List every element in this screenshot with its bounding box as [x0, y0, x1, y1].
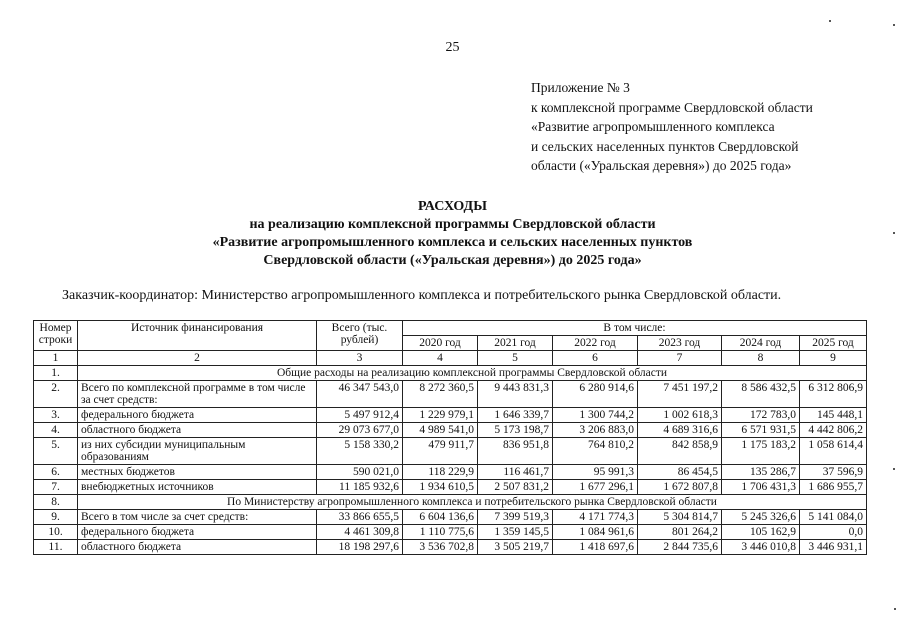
value-cell: 4 689 316,6 — [638, 423, 722, 438]
value-cell: 33 866 655,5 — [317, 510, 403, 525]
value-cell: 7 399 519,3 — [478, 510, 553, 525]
source-label: федерального бюджета — [78, 408, 317, 423]
appendix-note — [531, 78, 813, 176]
source-label: федерального бюджета — [78, 525, 317, 540]
table-row — [34, 525, 867, 540]
value-cell: 7 451 197,2 — [638, 381, 722, 408]
value-cell: 3 446 931,1 — [800, 540, 867, 555]
value-cell: 1 672 807,8 — [638, 480, 722, 495]
column-number: 9 — [800, 351, 867, 366]
value-cell: 118 229,9 — [403, 465, 478, 480]
source-label: Всего по комплексной программе в том числе за счет средств: — [78, 381, 317, 408]
value-cell: 1 706 431,3 — [722, 480, 800, 495]
section-title: Общие расходы на реализацию комплексной программы Свердловской области — [78, 366, 867, 381]
header-year: 2022 год — [553, 336, 638, 351]
table-row — [34, 438, 867, 465]
expenses-table — [33, 320, 867, 555]
appendix-line: и сельских населенных пунктов Свердловской — [531, 138, 799, 154]
customer-coordinator: Заказчик-координатор: Министерство агропромышленного комплекса и потребительского рынка Свердловской области. — [62, 288, 782, 303]
value-cell: 2 507 831,2 — [478, 480, 553, 495]
value-cell: 6 604 136,6 — [403, 510, 478, 525]
header-year: 2024 год — [722, 336, 800, 351]
source-label: местных бюджетов — [78, 465, 317, 480]
table-row — [34, 465, 867, 480]
value-cell: 1 058 614,4 — [800, 438, 867, 465]
value-cell: 145 448,1 — [800, 408, 867, 423]
value-cell: 3 505 219,7 — [478, 540, 553, 555]
value-cell: 1 300 744,2 — [553, 408, 638, 423]
value-cell: 5 141 084,0 — [800, 510, 867, 525]
row-number: 9. — [34, 510, 78, 525]
header-year: 2025 год — [800, 336, 867, 351]
value-cell: 116 461,7 — [478, 465, 553, 480]
section-row — [34, 495, 867, 510]
row-number: 8. — [34, 495, 78, 510]
row-number: 10. — [34, 525, 78, 540]
row-number: 4. — [34, 423, 78, 438]
column-number: 8 — [722, 351, 800, 366]
value-cell: 29 073 677,0 — [317, 423, 403, 438]
source-label: Всего в том числе за счет средств: — [78, 510, 317, 525]
value-cell: 764 810,2 — [553, 438, 638, 465]
value-cell: 8 272 360,5 — [403, 381, 478, 408]
header-including: В том числе: — [403, 321, 867, 336]
value-cell: 1 677 296,1 — [553, 480, 638, 495]
column-number: 3 — [317, 351, 403, 366]
title-line: Свердловской области («Уральская деревня») до 2025 года» — [263, 253, 642, 268]
value-cell: 3 206 883,0 — [553, 423, 638, 438]
value-cell: 1 110 775,6 — [403, 525, 478, 540]
source-label: из них субсидии муниципальным образованиям — [78, 438, 317, 465]
scan-dot — [893, 468, 895, 470]
value-cell: 6 280 914,6 — [553, 381, 638, 408]
row-number: 7. — [34, 480, 78, 495]
value-cell: 3 446 010,8 — [722, 540, 800, 555]
section-row — [34, 366, 867, 381]
value-cell: 6 312 806,9 — [800, 381, 867, 408]
value-cell: 4 442 806,2 — [800, 423, 867, 438]
header-year: 2020 год — [403, 336, 478, 351]
value-cell: 801 264,2 — [638, 525, 722, 540]
header-year: 2021 год — [478, 336, 553, 351]
value-cell: 5 158 330,2 — [317, 438, 403, 465]
value-cell: 1 934 610,5 — [403, 480, 478, 495]
column-number: 5 — [478, 351, 553, 366]
scan-dot — [894, 608, 896, 610]
value-cell: 2 844 735,6 — [638, 540, 722, 555]
title-line: РАСХОДЫ — [418, 199, 487, 214]
column-number: 4 — [403, 351, 478, 366]
header-total: Всего (тыс. рублей) — [317, 321, 403, 351]
table-row — [34, 480, 867, 495]
value-cell: 8 586 432,5 — [722, 381, 800, 408]
appendix-line: к комплексной программе Свердловской области — [531, 99, 813, 115]
value-cell: 86 454,5 — [638, 465, 722, 480]
value-cell: 1 084 961,6 — [553, 525, 638, 540]
value-cell: 479 911,7 — [403, 438, 478, 465]
value-cell: 46 347 543,0 — [317, 381, 403, 408]
value-cell: 135 286,7 — [722, 465, 800, 480]
header-row-number: Номер строки — [34, 321, 78, 351]
row-number: 11. — [34, 540, 78, 555]
value-cell: 6 571 931,5 — [722, 423, 800, 438]
section-title: По Министерству агропромышленного комплекса и потребительского рынка Свердловской области — [78, 495, 867, 510]
value-cell: 1 002 618,3 — [638, 408, 722, 423]
value-cell: 5 497 912,4 — [317, 408, 403, 423]
column-number: 2 — [78, 351, 317, 366]
header-year: 2023 год — [638, 336, 722, 351]
row-number: 2. — [34, 381, 78, 408]
column-number: 7 — [638, 351, 722, 366]
scan-dot — [893, 232, 895, 234]
value-cell: 1 646 339,7 — [478, 408, 553, 423]
appendix-line: области («Уральская деревня») до 2025 года» — [531, 158, 792, 173]
value-cell: 9 443 831,3 — [478, 381, 553, 408]
value-cell: 95 991,3 — [553, 465, 638, 480]
value-cell: 37 596,9 — [800, 465, 867, 480]
column-number: 6 — [553, 351, 638, 366]
column-number: 1 — [34, 351, 78, 366]
table-row — [34, 408, 867, 423]
table-row — [34, 381, 867, 408]
row-number: 3. — [34, 408, 78, 423]
source-label: внебюджетных источников — [78, 480, 317, 495]
value-cell: 1 418 697,6 — [553, 540, 638, 555]
table-row — [34, 540, 867, 555]
value-cell: 18 198 297,6 — [317, 540, 403, 555]
value-cell: 4 989 541,0 — [403, 423, 478, 438]
value-cell: 105 162,9 — [722, 525, 800, 540]
value-cell: 590 021,0 — [317, 465, 403, 480]
table-row — [34, 510, 867, 525]
value-cell: 836 951,8 — [478, 438, 553, 465]
row-number: 1. — [34, 366, 78, 381]
value-cell: 1 229 979,1 — [403, 408, 478, 423]
header-source: Источник финансирования — [78, 321, 317, 351]
title-line: «Развитие агропромышленного комплекса и сельских населенных пунктов — [212, 235, 693, 250]
appendix-line: «Развитие агропромышленного комплекса — [531, 119, 775, 134]
title-line: на реализацию комплексной программы Свердловской области — [249, 217, 656, 232]
value-cell: 1 359 145,5 — [478, 525, 553, 540]
value-cell: 5 245 326,6 — [722, 510, 800, 525]
value-cell: 172 783,0 — [722, 408, 800, 423]
appendix-line: Приложение № 3 — [531, 80, 630, 95]
value-cell: 5 173 198,7 — [478, 423, 553, 438]
value-cell: 3 536 702,8 — [403, 540, 478, 555]
scan-dot — [893, 24, 895, 26]
scan-dot — [829, 20, 831, 22]
value-cell: 4 171 774,3 — [553, 510, 638, 525]
value-cell: 842 858,9 — [638, 438, 722, 465]
value-cell: 4 461 309,8 — [317, 525, 403, 540]
source-label: областного бюджета — [78, 540, 317, 555]
value-cell: 5 304 814,7 — [638, 510, 722, 525]
value-cell: 1 175 183,2 — [722, 438, 800, 465]
value-cell: 11 185 932,6 — [317, 480, 403, 495]
value-cell: 0,0 — [800, 525, 867, 540]
row-number: 6. — [34, 465, 78, 480]
table-row — [34, 423, 867, 438]
page-number: 25 — [445, 40, 460, 55]
source-label: областного бюджета — [78, 423, 317, 438]
value-cell: 1 686 955,7 — [800, 480, 867, 495]
document-title — [0, 198, 905, 270]
row-number: 5. — [34, 438, 78, 465]
